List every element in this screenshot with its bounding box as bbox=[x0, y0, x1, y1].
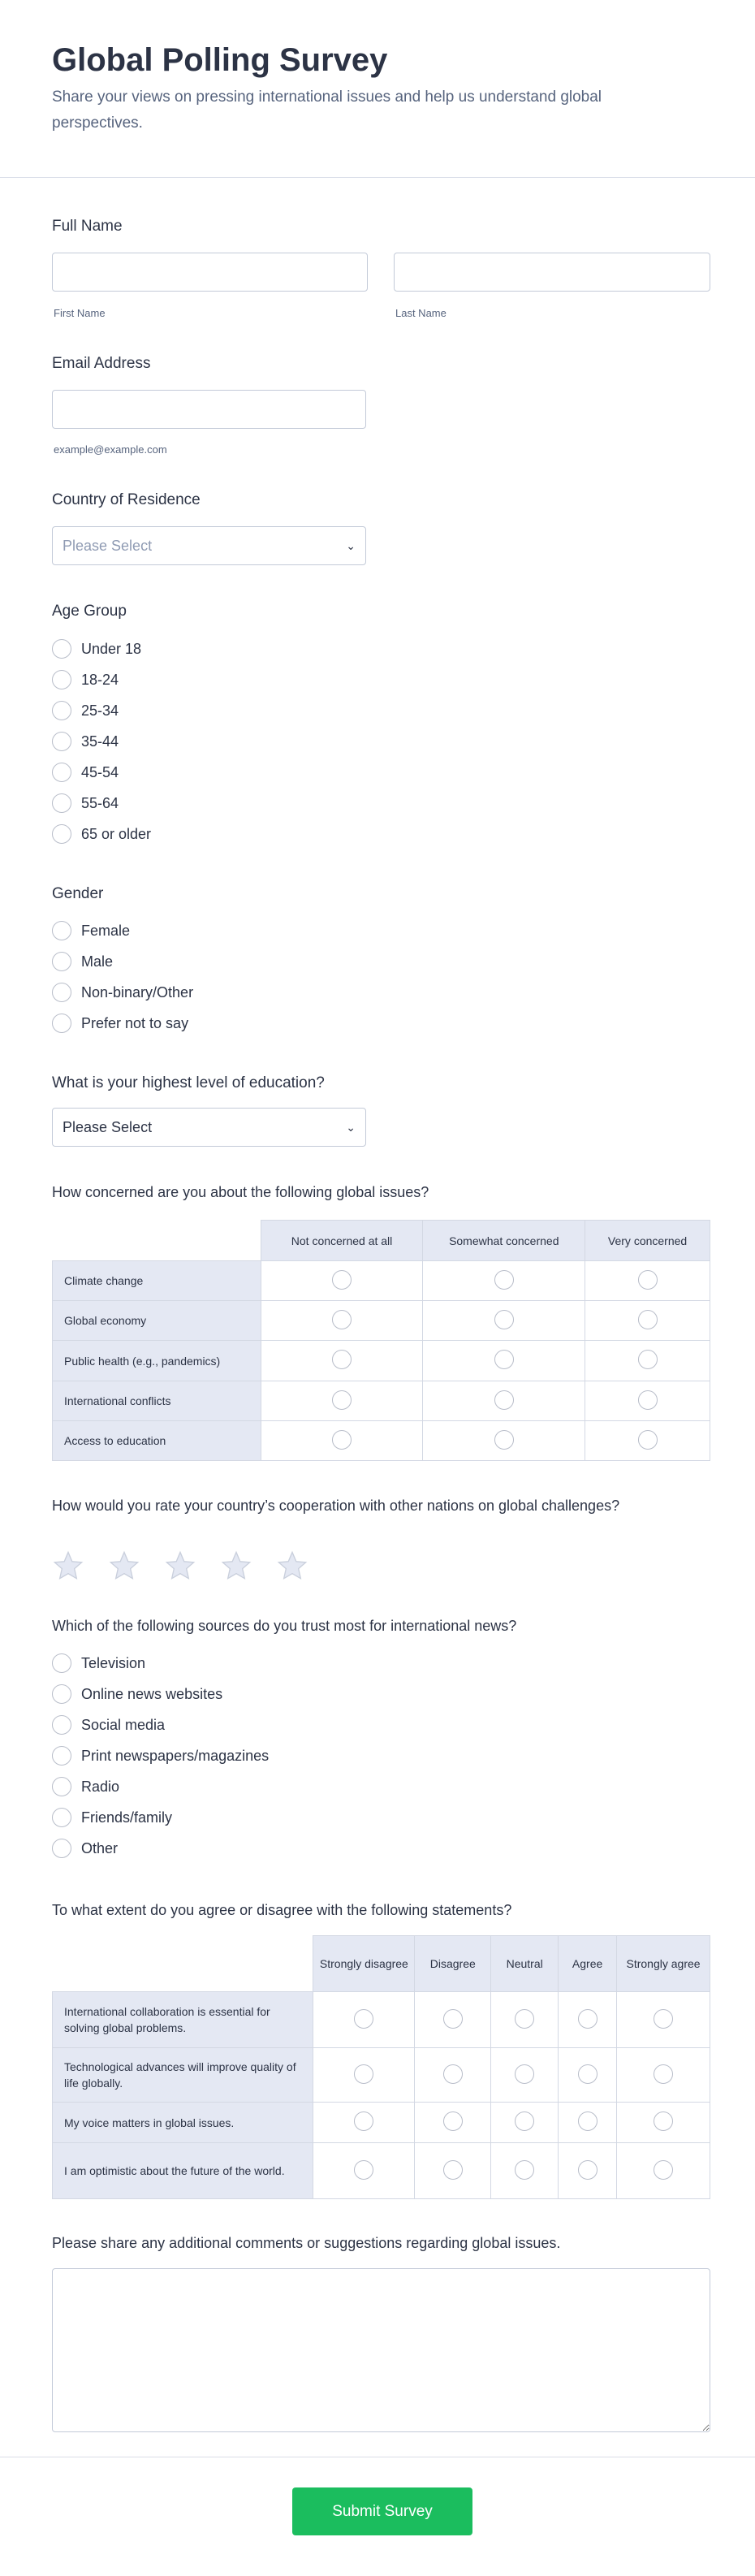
last-name-sublabel: Last Name bbox=[395, 307, 447, 319]
row-label: I am optimistic about the future of the world. bbox=[53, 2143, 313, 2199]
matrix-cell bbox=[585, 1301, 710, 1341]
radio-button[interactable] bbox=[52, 1777, 71, 1796]
education-selected: Please Select bbox=[63, 1118, 153, 1135]
radio-button[interactable] bbox=[515, 2009, 534, 2029]
age-option[interactable] bbox=[52, 668, 119, 691]
age-option[interactable] bbox=[52, 792, 119, 815]
radio-button[interactable] bbox=[52, 763, 71, 782]
empty-header bbox=[53, 1936, 313, 1992]
option-label: Male bbox=[81, 953, 114, 970]
email-label: Email Address bbox=[52, 355, 151, 372]
agree-matrix bbox=[52, 1935, 710, 2199]
matrix-cell bbox=[423, 1301, 585, 1341]
last-name-input[interactable] bbox=[394, 253, 710, 292]
star-icon[interactable] bbox=[276, 1549, 308, 1582]
column-header: Strongly disagree bbox=[313, 1936, 415, 1992]
matrix-cell bbox=[423, 1341, 585, 1381]
first-name-sublabel: First Name bbox=[54, 307, 106, 319]
row-label: Public health (e.g., pandemics) bbox=[53, 1341, 261, 1381]
age-option[interactable] bbox=[52, 761, 119, 784]
first-name-input[interactable] bbox=[52, 253, 368, 292]
matrix-cell bbox=[261, 1421, 423, 1461]
table-row bbox=[53, 1992, 710, 2048]
radio-button[interactable] bbox=[354, 2009, 373, 2029]
radio-button[interactable] bbox=[354, 2064, 373, 2084]
matrix-cell bbox=[559, 2143, 617, 2199]
matrix-cell bbox=[423, 1421, 585, 1461]
age-option[interactable] bbox=[52, 638, 141, 660]
matrix-cell bbox=[491, 2143, 559, 2199]
matrix-cell bbox=[559, 2048, 617, 2103]
radio-button[interactable] bbox=[52, 793, 71, 813]
radio-button[interactable] bbox=[52, 824, 71, 844]
table-row bbox=[53, 1421, 710, 1461]
radio-button[interactable] bbox=[354, 2160, 373, 2180]
option-label: 18-24 bbox=[81, 671, 119, 688]
radio-button[interactable] bbox=[494, 1270, 514, 1290]
matrix-cell bbox=[415, 2048, 491, 2103]
row-label: Global economy bbox=[53, 1301, 261, 1341]
radio-button[interactable] bbox=[52, 983, 71, 1002]
radio-button[interactable] bbox=[494, 1430, 514, 1450]
email-sublabel: example@example.com bbox=[54, 443, 167, 456]
matrix-cell bbox=[261, 1301, 423, 1341]
matrix-cell bbox=[585, 1381, 710, 1421]
radio-button[interactable] bbox=[52, 952, 71, 971]
radio-button[interactable] bbox=[332, 1430, 352, 1450]
matrix-cell bbox=[585, 1421, 710, 1461]
matrix-cell bbox=[491, 2048, 559, 2103]
education-label: What is your highest level of education? bbox=[52, 1074, 325, 1091]
option-label: Radio bbox=[81, 1778, 120, 1795]
radio-button[interactable] bbox=[578, 2009, 598, 2029]
matrix-cell bbox=[617, 2103, 710, 2143]
table-row bbox=[53, 1341, 710, 1381]
radio-button[interactable] bbox=[638, 1350, 658, 1369]
matrix-cell bbox=[617, 2143, 710, 2199]
option-label: Friends/family bbox=[81, 1809, 173, 1826]
column-header: Somewhat concerned bbox=[423, 1221, 585, 1261]
star-rating bbox=[52, 1549, 308, 1582]
sources-option[interactable] bbox=[52, 1652, 145, 1675]
matrix-cell bbox=[617, 1992, 710, 2048]
radio-button[interactable] bbox=[52, 1653, 71, 1673]
age-option[interactable] bbox=[52, 699, 119, 722]
radio-button[interactable] bbox=[654, 2064, 673, 2084]
option-label: Other bbox=[81, 1839, 119, 1856]
table-row bbox=[53, 2143, 710, 2199]
age-option[interactable] bbox=[52, 730, 119, 753]
radio-button[interactable] bbox=[52, 1808, 71, 1827]
option-label: Online news websites bbox=[81, 1685, 223, 1702]
chevron-down-icon: ⌄ bbox=[346, 1120, 356, 1134]
column-header: Neutral bbox=[491, 1936, 559, 1992]
age-option[interactable] bbox=[52, 823, 151, 845]
radio-button[interactable] bbox=[332, 1310, 352, 1329]
row-label: My voice matters in global issues. bbox=[53, 2103, 313, 2143]
option-label: Female bbox=[81, 922, 131, 939]
matrix-cell bbox=[617, 2048, 710, 2103]
star-icon[interactable] bbox=[220, 1549, 252, 1582]
option-label: Television bbox=[81, 1654, 146, 1671]
star-icon[interactable] bbox=[52, 1549, 84, 1582]
row-label: Climate change bbox=[53, 1261, 261, 1301]
row-label: International collaboration is essential for solving global problems. bbox=[53, 1992, 313, 2048]
star-icon[interactable] bbox=[164, 1549, 196, 1582]
matrix-cell bbox=[559, 2103, 617, 2143]
radio-button[interactable] bbox=[52, 639, 71, 659]
radio-button[interactable] bbox=[52, 1715, 71, 1735]
gender-option[interactable] bbox=[52, 1012, 188, 1035]
gender-option[interactable] bbox=[52, 981, 193, 1004]
header-divider bbox=[0, 177, 755, 178]
matrix-cell bbox=[313, 2143, 415, 2199]
radio-button[interactable] bbox=[515, 2111, 534, 2131]
matrix-cell bbox=[261, 1261, 423, 1301]
sources-option[interactable] bbox=[52, 1744, 269, 1767]
radio-button[interactable] bbox=[52, 1746, 71, 1766]
option-label: Social media bbox=[81, 1716, 166, 1733]
radio-button[interactable] bbox=[494, 1350, 514, 1369]
column-header: Agree bbox=[559, 1936, 617, 1992]
table-row bbox=[53, 1301, 710, 1341]
radio-button[interactable] bbox=[638, 1430, 658, 1450]
matrix-cell bbox=[585, 1261, 710, 1301]
sources-label: Which of the following sources do you trust most for international news? bbox=[52, 1618, 517, 1634]
table-row bbox=[53, 1381, 710, 1421]
radio-button[interactable] bbox=[52, 732, 71, 751]
matrix-cell bbox=[261, 1381, 423, 1421]
matrix-cell bbox=[415, 2103, 491, 2143]
option-label: 55-64 bbox=[81, 794, 119, 811]
radio-button[interactable] bbox=[332, 1350, 352, 1369]
agree-label: To what extent do you agree or disagree with the following statements? bbox=[52, 1902, 512, 1918]
option-label: Non-binary/Other bbox=[81, 983, 194, 1001]
radio-button[interactable] bbox=[52, 1684, 71, 1704]
chevron-down-icon: ⌄ bbox=[346, 538, 356, 552]
matrix-cell bbox=[313, 2048, 415, 2103]
table-row bbox=[53, 2103, 710, 2143]
radio-button[interactable] bbox=[443, 2160, 463, 2180]
option-label: Under 18 bbox=[81, 640, 142, 657]
radio-button[interactable] bbox=[578, 2064, 598, 2084]
option-label: 35-44 bbox=[81, 733, 119, 750]
radio-button[interactable] bbox=[443, 2064, 463, 2084]
country-selected: Please Select bbox=[63, 537, 153, 554]
matrix-cell bbox=[313, 2103, 415, 2143]
matrix-cell bbox=[415, 1992, 491, 2048]
radio-button[interactable] bbox=[332, 1270, 352, 1290]
column-header: Not concerned at all bbox=[261, 1221, 423, 1261]
radio-button[interactable] bbox=[494, 1390, 514, 1410]
matrix-cell bbox=[423, 1381, 585, 1421]
page-description: Share your views on pressing international issues and help us understand global perspectives. bbox=[52, 89, 602, 132]
gender-option[interactable] bbox=[52, 950, 113, 973]
radio-button[interactable] bbox=[638, 1270, 658, 1290]
empty-header bbox=[53, 1221, 261, 1261]
gender-label: Gender bbox=[52, 885, 104, 902]
radio-button[interactable] bbox=[638, 1310, 658, 1329]
star-icon[interactable] bbox=[108, 1549, 140, 1582]
email-input[interactable] bbox=[52, 390, 366, 429]
table-row bbox=[53, 2048, 710, 2103]
column-header: Very concerned bbox=[585, 1221, 710, 1261]
page-title: Global Polling Survey bbox=[52, 42, 388, 78]
row-label: International conflicts bbox=[53, 1381, 261, 1421]
sources-option[interactable] bbox=[52, 1683, 222, 1705]
radio-button[interactable] bbox=[52, 921, 71, 940]
sources-option[interactable] bbox=[52, 1714, 165, 1736]
comments-textarea[interactable] bbox=[52, 2268, 710, 2432]
table-row bbox=[53, 1261, 710, 1301]
radio-button[interactable] bbox=[515, 2160, 534, 2180]
age-label: Age Group bbox=[52, 603, 127, 620]
matrix-cell bbox=[423, 1261, 585, 1301]
sources-option[interactable] bbox=[52, 1837, 118, 1860]
radio-button[interactable] bbox=[515, 2064, 534, 2084]
matrix-cell bbox=[585, 1341, 710, 1381]
country-label: Country of Residence bbox=[52, 491, 201, 508]
radio-button[interactable] bbox=[332, 1390, 352, 1410]
full-name-label: Full Name bbox=[52, 218, 123, 235]
radio-button[interactable] bbox=[654, 2111, 673, 2131]
concern-label: How concerned are you about the following global issues? bbox=[52, 1184, 429, 1200]
matrix-cell bbox=[261, 1341, 423, 1381]
option-label: Prefer not to say bbox=[81, 1014, 189, 1031]
radio-button[interactable] bbox=[52, 1839, 71, 1858]
matrix-cell bbox=[559, 1992, 617, 2048]
radio-button[interactable] bbox=[443, 2009, 463, 2029]
country-select[interactable] bbox=[52, 526, 366, 565]
education-select[interactable] bbox=[52, 1108, 366, 1147]
comments-label: Please share any additional comments or suggestions regarding global issues. bbox=[52, 2235, 561, 2251]
radio-button[interactable] bbox=[52, 1014, 71, 1033]
sources-option[interactable] bbox=[52, 1806, 172, 1829]
radio-button[interactable] bbox=[578, 2111, 598, 2131]
radio-button[interactable] bbox=[52, 670, 71, 689]
radio-button[interactable] bbox=[654, 2009, 673, 2029]
column-header: Strongly agree bbox=[617, 1936, 710, 1992]
matrix-cell bbox=[415, 2143, 491, 2199]
sources-option[interactable] bbox=[52, 1775, 119, 1798]
matrix-cell bbox=[491, 2103, 559, 2143]
matrix-cell bbox=[313, 1992, 415, 2048]
radio-button[interactable] bbox=[494, 1310, 514, 1329]
row-label: Technological advances will improve quality of life globally. bbox=[53, 2048, 313, 2103]
row-label: Access to education bbox=[53, 1421, 261, 1461]
option-label: 25-34 bbox=[81, 702, 119, 719]
option-label: 65 or older bbox=[81, 825, 152, 842]
column-header: Disagree bbox=[415, 1936, 491, 1992]
option-label: 45-54 bbox=[81, 763, 119, 780]
concern-matrix bbox=[52, 1220, 710, 1461]
rating-label: How would you rate your country’s cooperation with other nations on global challenges? bbox=[52, 1498, 620, 1514]
option-label: Print newspapers/magazines bbox=[81, 1747, 270, 1764]
radio-button[interactable] bbox=[654, 2160, 673, 2180]
radio-button[interactable] bbox=[354, 2111, 373, 2131]
radio-button[interactable] bbox=[52, 701, 71, 720]
radio-button[interactable] bbox=[578, 2160, 598, 2180]
submit-button[interactable]: Submit Survey bbox=[292, 2487, 472, 2535]
radio-button[interactable] bbox=[443, 2111, 463, 2131]
radio-button[interactable] bbox=[638, 1390, 658, 1410]
gender-option[interactable] bbox=[52, 919, 130, 942]
matrix-cell bbox=[491, 1992, 559, 2048]
